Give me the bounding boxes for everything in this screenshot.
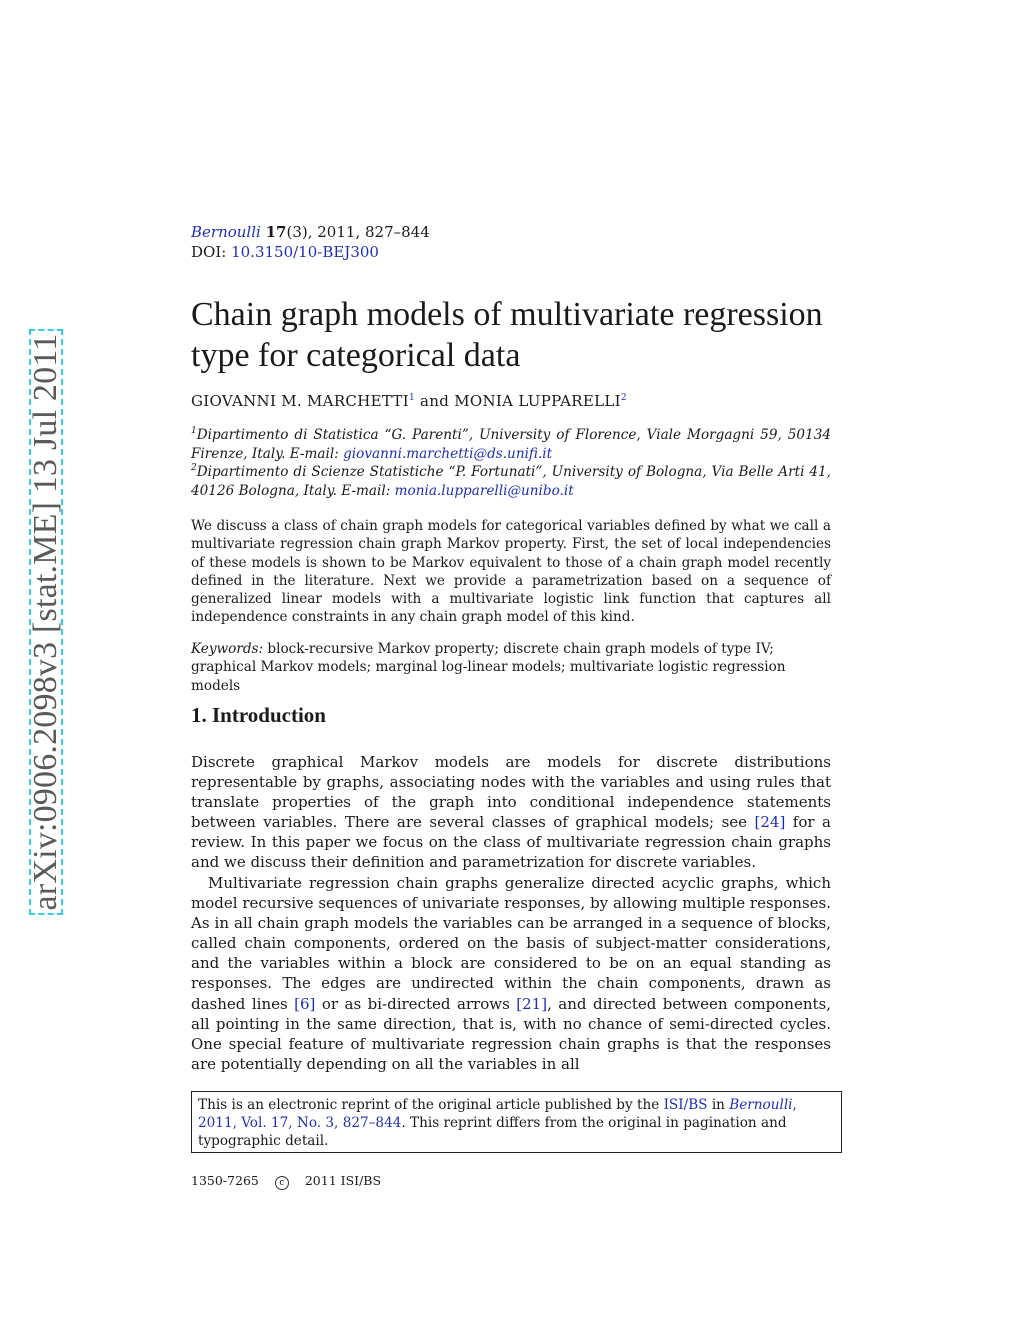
reprint-text: This is an electronic reprint of the original article published by the (198, 1097, 664, 1113)
journal-link[interactable]: Bernoulli (191, 223, 261, 241)
paper-title: Chain graph models of multivariate regression type for categorical data (191, 296, 823, 374)
author-affil-ref[interactable]: 1 (408, 393, 415, 403)
issn: 1350-7265 (191, 1173, 259, 1188)
affiliation (191, 459, 831, 501)
citation-link[interactable]: [24] (754, 813, 786, 832)
author-list (191, 392, 627, 410)
affiliation-text: Dipartimento di Scienze Statistiche “P. Fortunati”, University of Bologna, Via Belle Arti 41, 40126 Bologna, Italy. E-mail: (191, 464, 831, 499)
paragraph-text: or as bi-directed arrows (315, 994, 517, 1013)
author-name: GIOVANNI M. MARCHETTI (191, 392, 409, 410)
isibs-link[interactable]: ISI/BS (663, 1097, 708, 1113)
paragraph-text: Discrete graphical Markov models are models for discrete distributions representable by graphs, associating nodes with the variables and using rules that translate properties of the graph into conditional independence statements between variables. There are several classes of graphical models; see (191, 753, 831, 832)
paragraph-text: , and directed between components, all pointing in the same direction, that is, with no chance of semi-directed cycles. One special feature of multivariate regression chain graphs is that the responses are potentially depending on all the variables in all (191, 994, 831, 1073)
keywords-label: Keywords: (191, 641, 264, 657)
doi-line (191, 243, 379, 261)
affiliation-number: 2 (191, 463, 197, 473)
journal-reprint-link[interactable]: Bernoulli (729, 1097, 793, 1113)
reprint-text: . This reprint differs from the original in pagination and typographic detail. (198, 1115, 787, 1149)
journal-volume: 17 (265, 223, 287, 241)
paragraph-text: for a review. In this paper we focus on the class of multivariate regression chain graphs and we discuss their definition and parametrization for discrete variables. (191, 813, 831, 872)
abstract: We discuss a class of chain graph models for categorical variables defined by what we call a multivariate regression chain graph Markov property. First, the set of local independencies of these models is shown to be Markov equivalent to those of a chain graph model recently defined in the literature. Next we provide a parametrization based on a sequence of generalized linear models with a multivariate logistic link function that captures all independence constraints in any chain graph model of this kind. (191, 518, 831, 626)
body-paragraph (191, 873, 831, 1074)
author-name: MONIA LUPPARELLI (454, 392, 621, 410)
affiliation (191, 422, 831, 464)
affiliation-email-link[interactable]: monia.lupparelli@unibo.it (394, 483, 574, 499)
keywords (191, 640, 831, 695)
author-affil-ref[interactable]: 2 (620, 393, 627, 403)
copyright-text: 2011 ISI/BS (304, 1173, 382, 1188)
body-paragraph (191, 752, 831, 873)
footer (191, 1173, 381, 1190)
author-conjunction: and (420, 392, 450, 410)
affiliation-email-link[interactable]: giovanni.marchetti@ds.unifi.it (343, 446, 553, 462)
keywords-text: block-recursive Markov property; discrete chain graph models of type IV; graphical Markov models; marginal log-linear models; multivariate logistic regression models (191, 641, 786, 694)
affiliation-number: 1 (191, 426, 197, 436)
arxiv-stamp-text: arXiv:0906.2098v3 [stat.ME] 13 Jul 2011 (27, 333, 64, 911)
paragraph-text: Multivariate regression chain graphs generalize directed acyclic graphs, which model recursive sequences of univariate responses, by allowing multiple responses. As in all chain graph models the variables can be arranged in a sequence of blocks, called chain components, ordered on the basis of subject-matter considerations, and the variables within a block are considered to be on an equal standing as responses. The edges are undirected within the chain components, drawn as dashed lines (191, 874, 831, 1013)
volume-reprint-link[interactable]: , 2011, Vol. 17, No. 3, 827–844 (198, 1097, 797, 1131)
citation-link[interactable]: [6] (294, 994, 316, 1013)
copyright-icon: c (275, 1176, 289, 1190)
journal-issue-pages: (3), 2011, 827–844 (286, 223, 430, 241)
doi-link[interactable]: 10.3150/10-BEJ300 (231, 243, 379, 261)
reprint-notice-box (191, 1091, 842, 1153)
reprint-text: in (707, 1097, 730, 1113)
citation-link[interactable]: [21] (516, 994, 548, 1013)
journal-citation (191, 223, 430, 241)
doi-label: DOI: (191, 243, 227, 261)
affiliation-text: Dipartimento di Statistica “G. Parenti”, University of Florence, Viale Morgagni 59, 50134 Firenze, Italy. E-mail: (191, 427, 831, 462)
section-heading: 1. Introduction (191, 703, 326, 727)
